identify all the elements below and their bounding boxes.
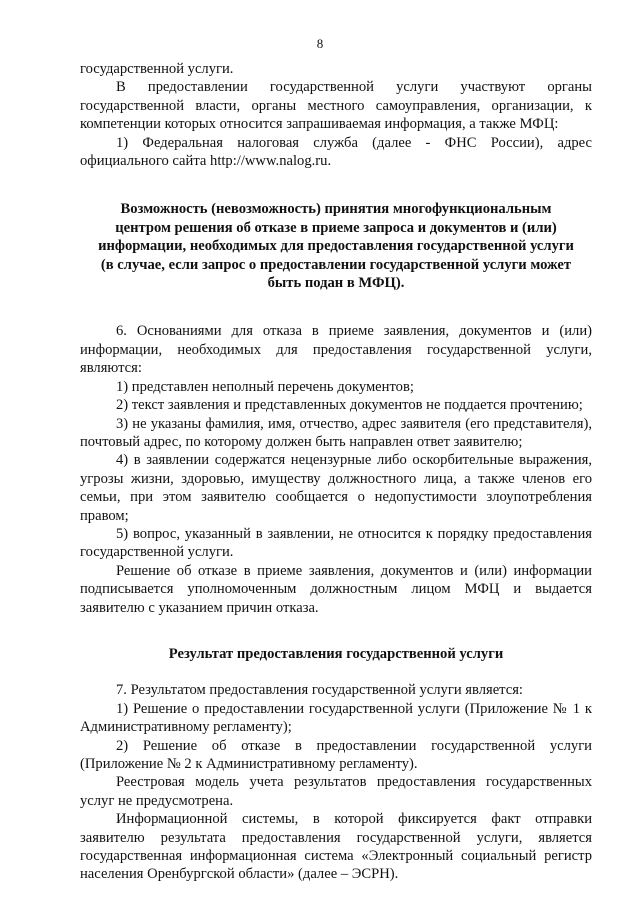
result-item-2: 2) Решение об отказе в предоставлении государственной услуги (Приложение № 2 к Административному регламенту).	[80, 737, 592, 772]
paragraph-information-system: Информационной системы, в которой фиксируется факт отправки заявителю результата предоставления государственной услуги, является государственная информационная система «Электронный социальный регистр населения Оренбургской области» (далее – ЭСРН).	[80, 811, 592, 883]
paragraph-continuation: государственной услуги.	[80, 61, 234, 77]
list-item-1: 1) представлен неполный перечень документов;	[116, 378, 414, 395]
result-item-1: 1) Решение о предоставлении государственной услуги (Приложение № 1 к Административному регламенту);	[80, 700, 592, 736]
list-item-5: 5) вопрос, указанный в заявлении, не относится к порядку предоставления государственной услуги.	[80, 525, 592, 561]
section-heading-refusal-possibility: Возможность (невозможность) принятия многофункциональным центром решения об отказе в приеме запроса и документов и (или) информации, необходимых для предоставления государственной услуги (в случае, если запрос о предоставлении государственной услуги может быть подан в МФЦ).	[98, 201, 574, 292]
paragraph-refusal-decision: Решение об отказе в приеме заявления, документов и (или) информации подписывается уполномоченным должностным лицом МФЦ и выдается заявителю с указанием причин отказа.	[80, 562, 592, 616]
paragraph-participants: В предоставлении государственной услуги участвуют органы государственной власти, органы местного самоуправления, организации, к компетенции которых относится запрашиваемая информация, а также МФЦ:	[80, 79, 592, 133]
paragraph-registry-model: Реестровая модель учета результатов предоставления государственных услуг не предусмотрена.	[80, 774, 592, 809]
paragraph-fns: 1) Федеральная налоговая служба (далее - ФНС России), адрес официального сайта http://www.nalog.ru.	[80, 134, 592, 170]
document-body	[80, 60, 592, 884]
paragraph-7-result: 7. Результатом предоставления государственной услуги является:	[116, 682, 523, 699]
page-number: 8	[316, 36, 324, 51]
paragraph-6-grounds: 6. Основаниями для отказа в приеме заявления, документов и (или) информации, необходимых для предоставления государственной услуги, являются:	[80, 323, 592, 377]
list-item-2: 2) текст заявления и представленных документов не поддается прочтению;	[116, 397, 583, 414]
list-item-4: 4) в заявлении содержатся нецензурные либо оскорбительные выражения, угрозы жизни, здоровью, имуществу должностного лица, а также членов его семьи, при этом заявителю сообщается о недопустимости злоупотребления правом;	[80, 452, 592, 524]
list-item-3: 3) не указаны фамилия, имя, отчество, адрес заявителя (его представителя), почтовый адрес, по которому должен быть направлен ответ заявителю;	[80, 415, 592, 450]
section-heading-result: Результат предоставления государственной услуги	[168, 645, 504, 662]
